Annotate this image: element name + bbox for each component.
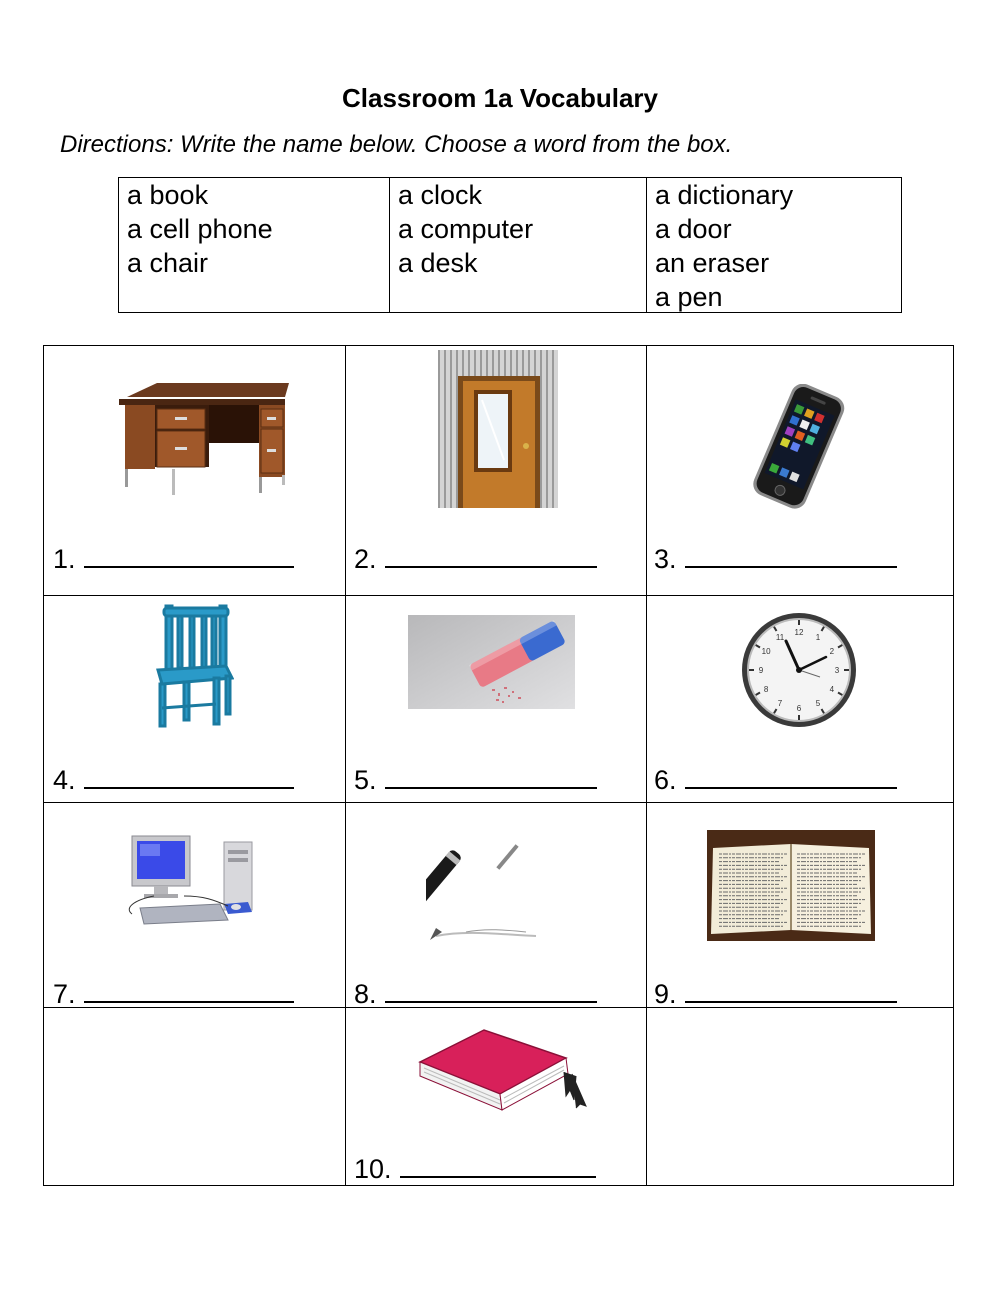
worksheet-title: Classroom 1a Vocabulary	[342, 83, 658, 113]
answer-line-3[interactable]	[654, 542, 897, 575]
answer-line-1[interactable]	[53, 542, 294, 575]
answer-blank[interactable]	[385, 542, 597, 568]
answer-blank[interactable]	[685, 977, 897, 1003]
desk-icon	[117, 379, 289, 495]
clock-number: 10	[761, 647, 771, 656]
directions-text: Directions: Write the name below. Choose a word from the box.	[60, 131, 733, 158]
clock-number: 8	[763, 685, 769, 694]
clock-number: 5	[815, 698, 821, 708]
picture-grid	[43, 345, 954, 1186]
item-number: 4.	[53, 765, 76, 795]
computer-icon	[124, 834, 266, 934]
chair-icon	[154, 604, 234, 728]
clock-icon	[740, 611, 858, 729]
answer-line-8[interactable]	[354, 977, 597, 1010]
item-number: 1.	[53, 544, 76, 574]
word-option: a book	[127, 180, 209, 210]
item-number: 10.	[354, 1154, 392, 1184]
word-column-1	[119, 178, 389, 312]
clock-number: 11	[775, 633, 785, 643]
item-number: 5.	[354, 765, 377, 795]
answer-line-7[interactable]	[53, 977, 294, 1010]
answer-line-4[interactable]	[53, 763, 294, 796]
answer-blank[interactable]	[685, 763, 897, 789]
word-box	[118, 177, 902, 313]
answer-blank[interactable]	[84, 763, 294, 789]
clock-number: 9	[758, 666, 764, 675]
item-number: 7.	[53, 979, 76, 1009]
clock-number: 1	[815, 633, 821, 643]
word-option: a pen	[655, 282, 723, 312]
book-icon	[414, 1028, 592, 1116]
item-number: 8.	[354, 979, 377, 1009]
eraser-icon	[408, 615, 575, 709]
clock-number: 12	[794, 628, 804, 637]
answer-blank[interactable]	[385, 763, 597, 789]
word-option: a chair	[127, 248, 209, 278]
answer-blank[interactable]	[685, 542, 897, 568]
word-option: a computer	[398, 214, 534, 244]
word-option: a cell phone	[127, 214, 273, 244]
clock-number: 2	[829, 647, 835, 656]
clock-number: 4	[829, 685, 835, 694]
answer-blank[interactable]	[385, 977, 597, 1003]
answer-line-10[interactable]	[354, 1152, 596, 1185]
word-option: a dictionary	[655, 180, 794, 210]
answer-line-2[interactable]	[354, 542, 597, 575]
answer-line-9[interactable]	[654, 977, 897, 1010]
clock-number: 6	[796, 704, 802, 713]
word-option: a door	[655, 214, 732, 244]
word-option: a desk	[398, 248, 478, 278]
word-option: a clock	[398, 180, 483, 210]
answer-line-5[interactable]	[354, 763, 597, 796]
answer-blank[interactable]	[84, 542, 294, 568]
item-number: 2.	[354, 544, 377, 574]
clock-number: 3	[834, 666, 840, 675]
word-column-3	[646, 178, 901, 312]
item-number: 6.	[654, 765, 677, 795]
answer-blank[interactable]	[84, 977, 294, 1003]
pen-icon	[426, 832, 538, 944]
clock-number: 7	[777, 698, 783, 708]
dictionary-icon	[707, 830, 875, 941]
answer-line-6[interactable]	[654, 763, 897, 796]
item-number: 9.	[654, 979, 677, 1009]
cell-phone-icon	[734, 384, 862, 512]
door-icon	[438, 350, 558, 508]
word-option: an eraser	[655, 248, 770, 278]
item-number: 3.	[654, 544, 677, 574]
word-column-2	[389, 178, 646, 312]
answer-blank[interactable]	[400, 1152, 596, 1178]
